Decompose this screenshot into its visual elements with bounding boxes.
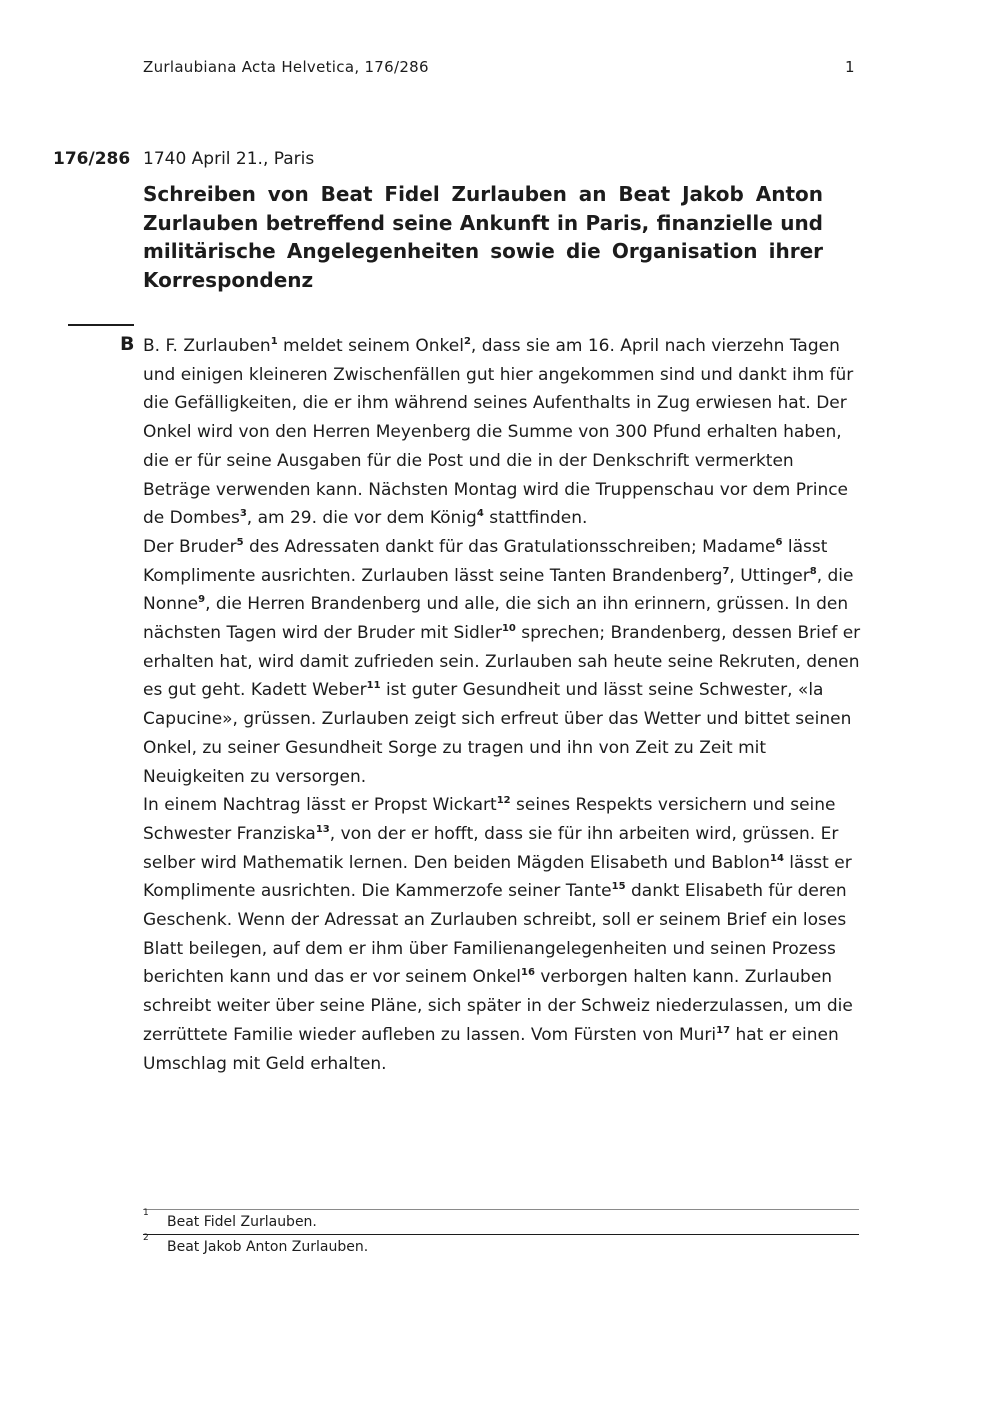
footnote-ref[interactable]: 5: [236, 536, 244, 548]
footnote-ref[interactable]: 17: [716, 1024, 731, 1036]
text-run: lässt er Komplimente ausrichten. Die Kammerzofe seiner Tante: [143, 852, 852, 902]
footnote-ref[interactable]: 13: [315, 823, 330, 835]
text-run: Der Bruder: [143, 536, 237, 557]
footnote-ref[interactable]: 14: [769, 852, 784, 864]
footnote: [143, 1234, 859, 1259]
text-run: des Adressaten dankt für das Gratulationsschreiben; Madame: [243, 536, 776, 557]
footnote-ref[interactable]: 11: [366, 680, 381, 692]
footnote-ref[interactable]: 9: [198, 594, 206, 606]
text-run: B. F. Zurlauben: [143, 336, 271, 356]
footnote-ref[interactable]: 7: [722, 565, 730, 577]
text-run: lässt Komplimente ausrichten. Zurlauben lässt seine Tanten Brandenberg: [143, 536, 828, 586]
section-marker: B: [120, 333, 135, 355]
footnote-ref[interactable]: 10: [501, 623, 516, 635]
text-run: stattfinden.: [483, 508, 588, 529]
footnote-ref[interactable]: 3: [239, 508, 247, 520]
footnote-number: 2: [143, 1233, 149, 1243]
text-run: dankt Elisabeth für deren Geschenk. Wenn der Adressat an Zurlauben schreibt, soll er seinem Brief ein loses Blatt beilegen, auf dem er ihm über Familienangelegenheiten und seinen Prozess berichten kann und das er vor seinem Onkel: [143, 881, 847, 988]
footnote-ref[interactable]: 1: [270, 336, 278, 347]
footnote-ref[interactable]: 6: [775, 536, 783, 548]
page-number: 1: [845, 58, 855, 76]
footnote-text: Beat Jakob Anton Zurlauben.: [167, 1239, 369, 1255]
footnotes: [143, 1209, 859, 1259]
summary-paragraph: [143, 791, 863, 1078]
document-title: Schreiben von Beat Fidel Zurlauben an Beat Jakob Anton Zurlauben betreffend seine Ankunft in Paris, finanzielle und militärische Angelegenheiten sowie die Organisation ihrer Korrespondenz: [143, 182, 823, 292]
footnote-number: 1: [143, 1208, 149, 1218]
text-run: , die Herren Brandenberg und alle, die sich an ihn erinnern, grüssen. In den nächsten Tagen wird der Bruder mit Sidler: [143, 594, 849, 644]
text-run: seines Respekts versichern und seine Schwester Franziska: [143, 795, 836, 844]
running-header-title: Zurlaubiana Acta Helvetica, 176/286: [143, 58, 429, 76]
footnote-text: Beat Fidel Zurlauben.: [167, 1214, 317, 1230]
footnote-ref[interactable]: 16: [521, 967, 535, 979]
footnote-ref[interactable]: 2: [463, 336, 471, 347]
text-run: , Uttinger: [729, 565, 810, 586]
footnote-ref[interactable]: 8: [809, 565, 817, 577]
text-run: , am 29. die vor dem König: [246, 508, 477, 529]
section-rule: [68, 324, 134, 326]
summary-paragraph: [143, 533, 863, 791]
footnote-ref[interactable]: 4: [476, 508, 484, 520]
summary-paragraph: [143, 332, 863, 533]
summary-body: [143, 332, 863, 1078]
text-run: hat er einen Umschlag mit Geld erhalten.: [143, 1024, 839, 1074]
text-run: ist guter Gesundheit und lässt seine Schwester, «la Capucine», grüssen. Zurlauben zeigt sich erfreut über das Wetter und bittet seinen Onkel, zu seiner Gesundheit Sorge zu tragen und ihn von Zeit zu Zeit mit Neuigkeiten zu versorgen.: [143, 680, 852, 787]
footnote: [143, 1210, 859, 1234]
text-run: In einem Nachtrag lässt er Propst Wickart: [143, 795, 497, 816]
text-run: , dass sie am 16. April nach vierzehn Tagen und einigen kleineren Zwischenfällen gut hier angekommen sind und dankt ihm für die Gefälligkeiten, die er ihm während seines Aufenthalts in Zug erwiesen hat. Der Onkel wird von den Herren Meyenberg die Summe von 300 Pfund erhalten haben, die er für seine Ausgaben für die Post und die in der Denkschrift vermerkten Beträge verwenden kann. Nächsten Montag wird die Truppenschau vor dem Prince de Dombes: [143, 336, 854, 529]
text-run: , von der er hofft, dass sie für ihn arbeiten wird, grüssen. Er selber wird Mathematik lernen. Den beiden Mägden Elisabeth und Bablon: [143, 823, 839, 873]
text-run: verborgen halten kann. Zurlauben schreibt weiter über seine Pläne, sich später in der Schweiz niederzulassen, um die zerrüttete Familie wieder aufleben zu lassen. Vom Fürsten von Muri: [143, 967, 853, 1045]
document-id: 176/286: [53, 149, 131, 169]
footnote-ref[interactable]: 12: [496, 795, 511, 807]
text-run: sprechen; Brandenberg, dessen Brief er erhalten hat, wird damit zufrieden sein. Zurlauben sah heute seine Rekruten, denen es gut geht. Kadett Weber: [143, 623, 861, 701]
text-run: meldet seinem Onkel: [277, 336, 464, 356]
text-run: , die Nonne: [143, 565, 854, 615]
document-date-place: 1740 April 21., Paris: [143, 149, 315, 169]
footnote-ref[interactable]: 15: [611, 881, 626, 893]
